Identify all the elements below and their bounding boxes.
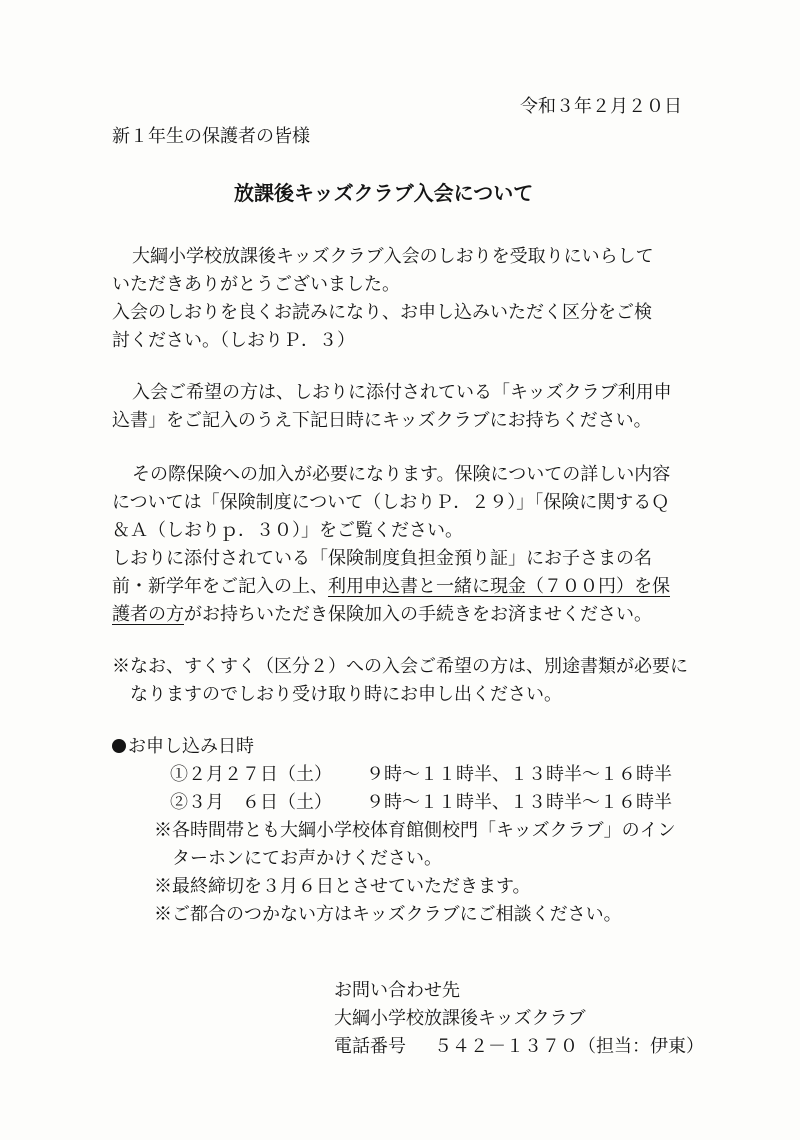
para1-line3: 入会のしおりを良くお読みになり、お申し込みいただく区分をご検 <box>112 302 652 323</box>
para3-line1: その際保険への加入が必要になります。保険についての詳しい内容 <box>132 464 671 485</box>
schedule-row-2-date: ②３月 ６日（土） <box>170 792 332 813</box>
para1-line4: 討ください。（しおりＰ．３） <box>112 330 355 351</box>
schedule-heading <box>112 734 254 760</box>
schedule-row-1-time: ９時～１１時半、１３時半～１６時半 <box>366 764 672 785</box>
note-line1: ※なお、すくすく（区分２）への入会ご希望の方は、別途書類が必要に <box>112 656 688 677</box>
recipient: 新１年生の保護者の皆様 <box>112 126 310 147</box>
document-title: 放課後キッズクラブ入会について <box>234 181 534 205</box>
para3-line6 <box>112 602 652 628</box>
contact-label: お問い合わせ先 <box>334 980 460 1001</box>
schedule-note-1-cont: ターホンにてお声かけください。 <box>172 848 442 869</box>
para3-line5 <box>112 574 670 600</box>
schedule-note-1: ※各時間帯とも大綱小学校体育館側校門「キッズクラブ」のイン <box>154 820 676 841</box>
schedule-note-3: ※ご都合のつかない方はキッズクラブにご相談ください。 <box>154 904 622 925</box>
contact-org: 大綱小学校放課後キッズクラブ <box>334 1008 586 1029</box>
contact-phone: ５４２－１３７０（担当：伊東） <box>434 1036 704 1057</box>
para1-line2: いただきありがとうございました。 <box>112 274 400 295</box>
note-line2: なりますのでしおり受け取り時にお申し出ください。 <box>130 684 562 705</box>
para3-line4: しおりに添付されている「保険制度負担金預り証」にお子さまの名 <box>112 548 652 569</box>
para3-line2: については「保険制度について（しおりＰ．２９）」「保険に関するＱ <box>112 492 670 513</box>
para3-line3: ＆Ａ（しおりｐ．３０）」をご覧ください。 <box>112 520 463 541</box>
bullet-icon <box>112 739 126 753</box>
schedule-row-1-date: ①２月２７日（土） <box>170 764 332 785</box>
underlined-instruction-1: 利用申込書と一緒に現金（７００円）を保 <box>328 576 670 597</box>
para3-line5-text: 前・新学年をご記入の上、 <box>112 576 328 597</box>
para2-line1: 入会ご希望の方は、しおりに添付されている「キッズクラブ利用申 <box>132 382 672 403</box>
para3-line6-text: がお持ちいただき保険加入の手続きをお済ませください。 <box>184 604 652 625</box>
schedule-heading-text: お申し込み日時 <box>128 736 254 757</box>
para1-line1: 大綱小学校放課後キッズクラブ入会のしおりを受取りにいらして <box>132 246 654 267</box>
contact-phone-label: 電話番号 <box>334 1036 406 1057</box>
underlined-instruction-2: 護者の方 <box>112 604 184 625</box>
issue-date: 令和３年２月２０日 <box>520 96 682 117</box>
para2-line2: 込書」をご記入のうえ下記日時にキッズクラブにお持ちください。 <box>112 410 652 431</box>
schedule-row-2-time: ９時～１１時半、１３時半～１６時半 <box>366 792 672 813</box>
schedule-note-2: ※最終締切を３月６日とさせていただきます。 <box>154 876 531 897</box>
